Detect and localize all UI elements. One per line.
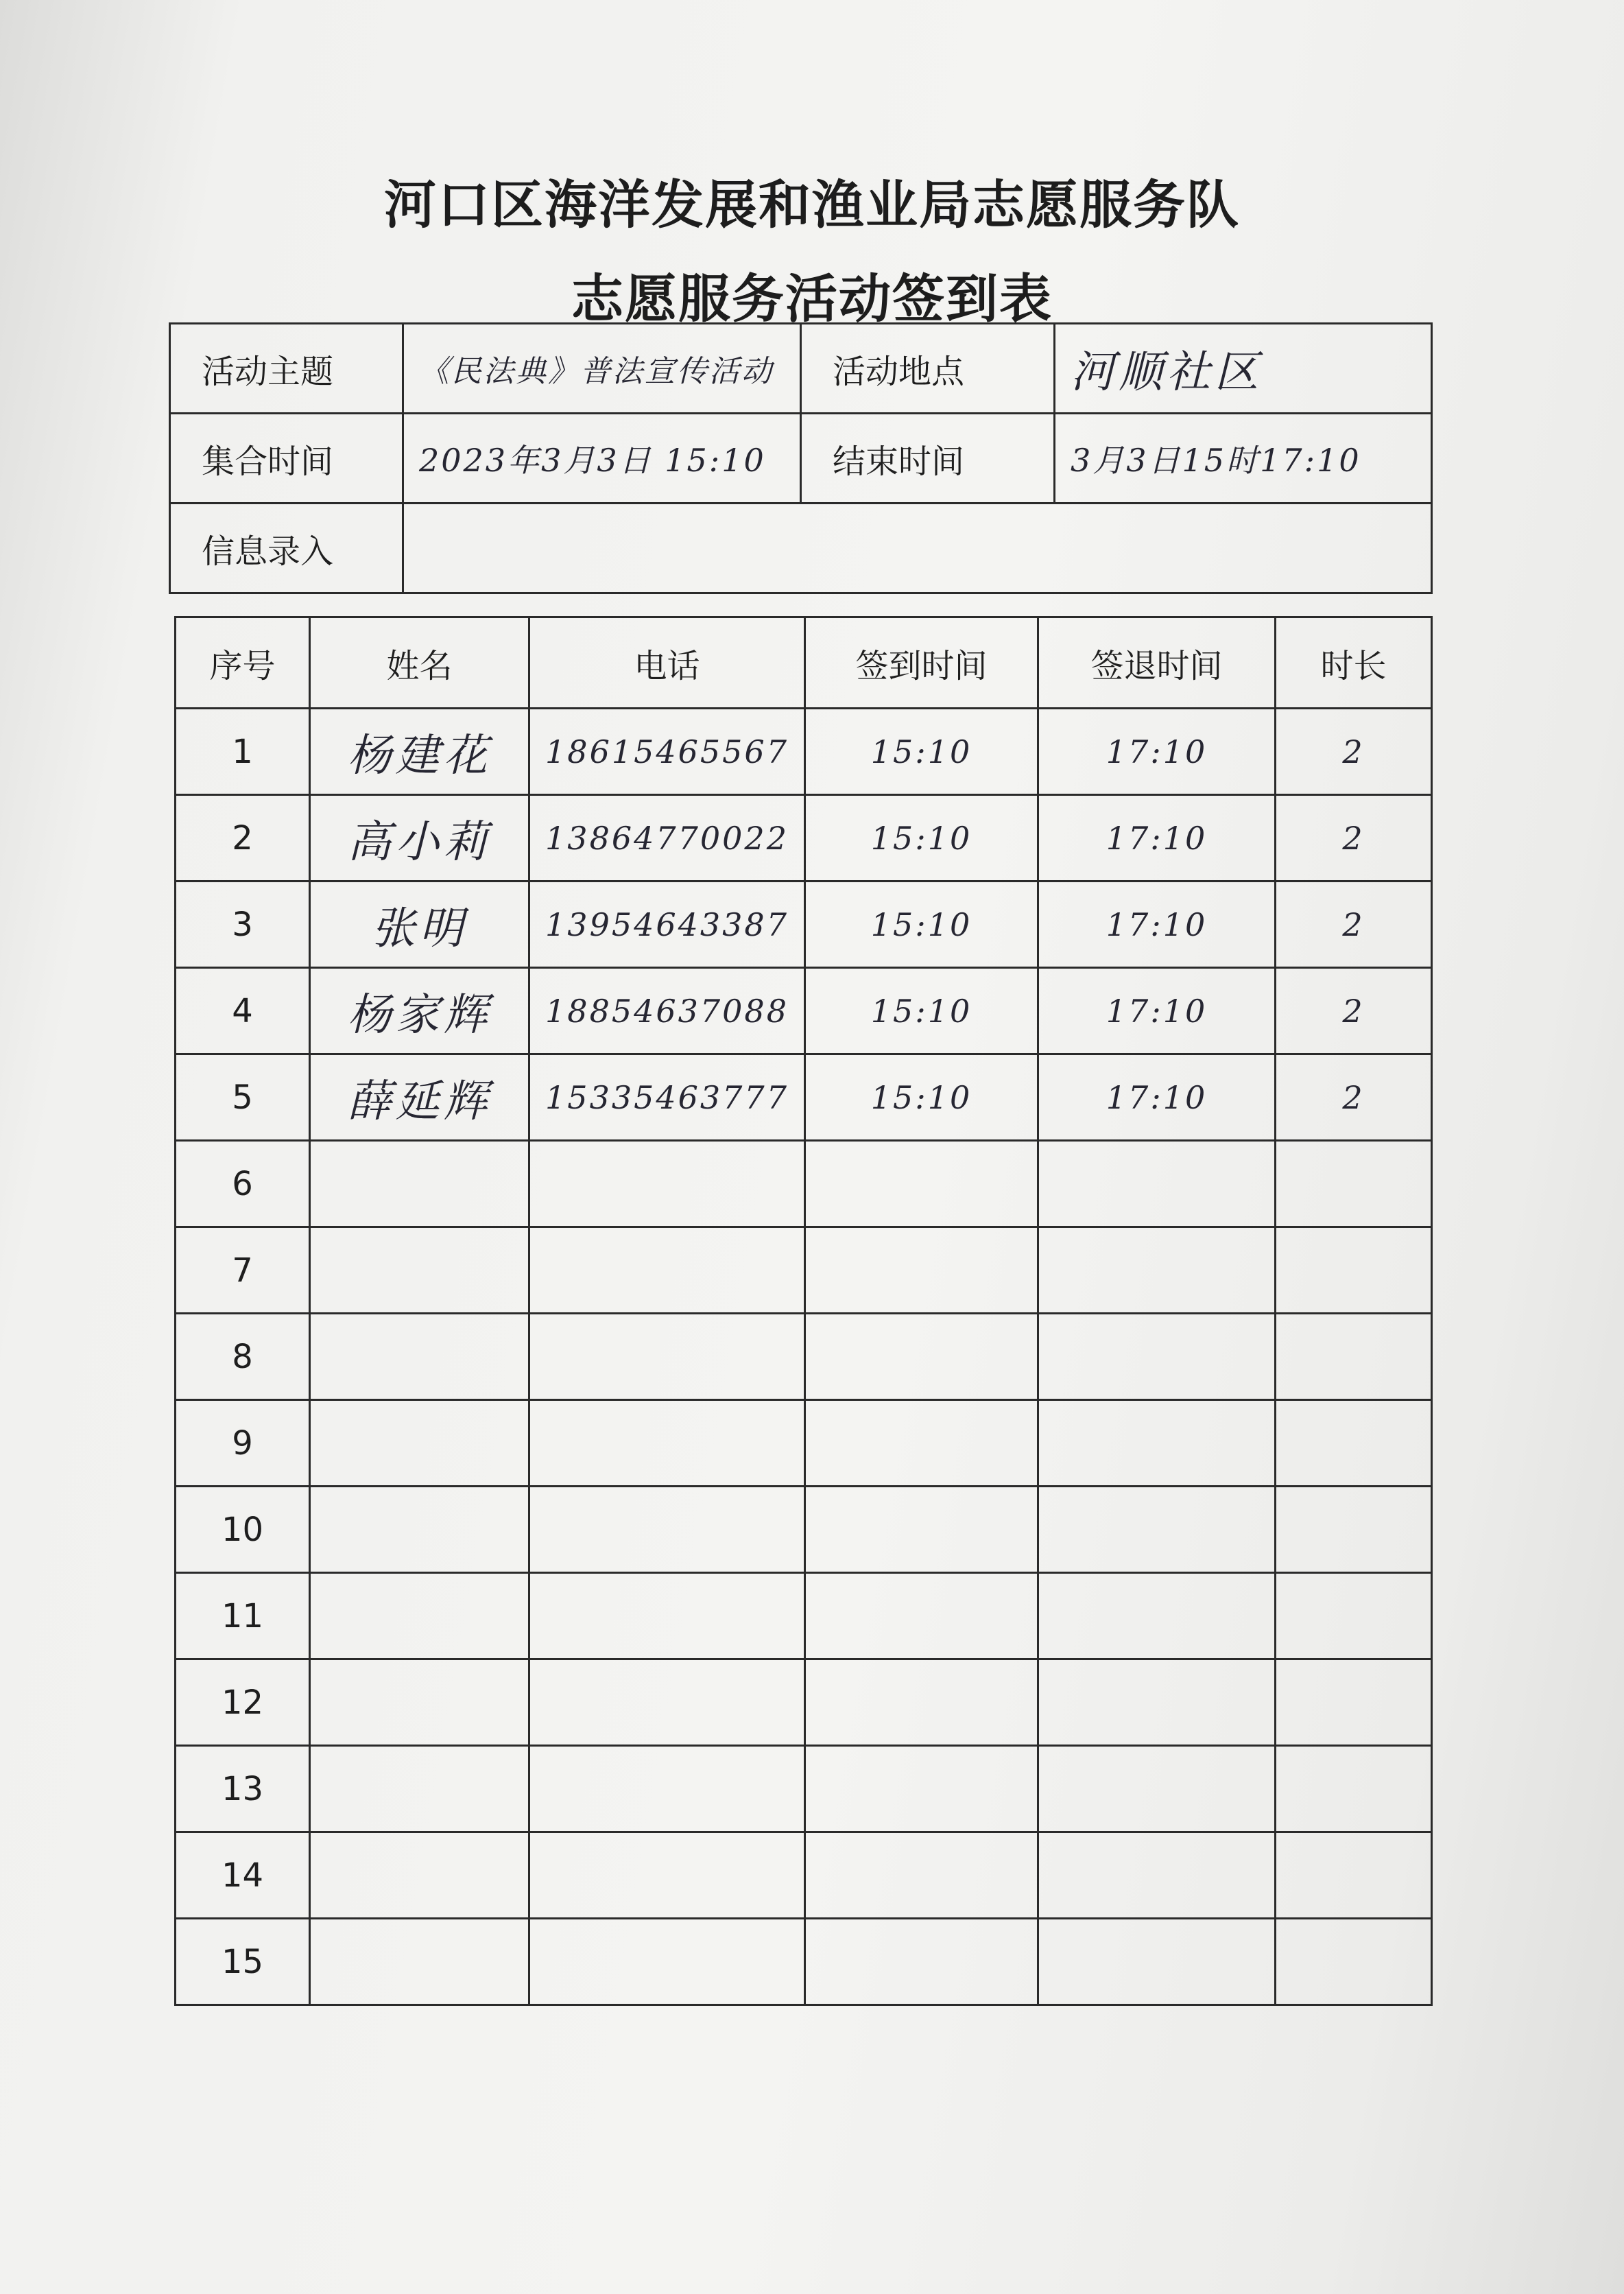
header-phone: 电话 [529,617,805,709]
row-signin-time[interactable] [805,1487,1038,1573]
theme-value[interactable]: 《民法典》普法宣传活动 [403,324,801,414]
row-duration[interactable]: 2 [1276,795,1432,882]
row-signin-time[interactable] [805,1400,1038,1487]
record-value[interactable] [403,504,1432,593]
header-duration: 时长 [1276,617,1432,709]
row-duration[interactable] [1276,1141,1432,1227]
row-phone[interactable]: 13954643387 [529,882,805,968]
row-signin-time[interactable]: 15:10 [805,968,1038,1054]
row-phone[interactable] [529,1141,805,1227]
signin-table [174,616,1433,2006]
row-phone[interactable] [529,1746,805,1832]
row-seq: 9 [176,1400,310,1487]
record-label: 信息录入 [170,504,403,593]
row-name[interactable] [310,1573,529,1659]
row-duration[interactable] [1276,1746,1432,1832]
row-signout-time[interactable]: 17:10 [1038,882,1276,968]
table-row [176,882,1432,968]
row-name[interactable] [310,1314,529,1400]
row-signout-time[interactable] [1038,1573,1276,1659]
start-time-value[interactable]: 2023年3月3日 15:10 [403,414,801,504]
row-name[interactable] [310,1659,529,1746]
table-row [176,1487,1432,1573]
activity-info-table [169,322,1433,594]
form-title: 河口区海洋发展和渔业局志愿服务队 [384,174,1240,235]
row-signout-time[interactable]: 17:10 [1038,1054,1276,1141]
row-signin-time[interactable] [805,1746,1038,1832]
table-row [176,1314,1432,1400]
row-signout-time[interactable] [1038,1487,1276,1573]
row-duration[interactable]: 2 [1276,709,1432,795]
row-signin-time[interactable]: 15:10 [805,1054,1038,1141]
form-subtitle: 志愿服务活动签到表 [571,268,1053,329]
row-signin-time[interactable]: 15:10 [805,795,1038,882]
end-time-value[interactable]: 3月3日15时17:10 [1055,414,1432,504]
row-signout-time[interactable] [1038,1919,1276,2005]
row-signout-time[interactable] [1038,1659,1276,1746]
table-row [176,1659,1432,1746]
row-seq: 12 [176,1659,310,1746]
row-seq: 2 [176,795,310,882]
row-duration[interactable] [1276,1227,1432,1314]
row-phone[interactable] [529,1227,805,1314]
header-name: 姓名 [310,617,529,709]
row-duration[interactable]: 2 [1276,968,1432,1054]
table-row [176,1400,1432,1487]
row-name[interactable]: 张明 [310,882,529,968]
row-duration[interactable] [1276,1659,1432,1746]
row-duration[interactable] [1276,1487,1432,1573]
table-row [176,1227,1432,1314]
row-signin-time[interactable] [805,1919,1038,2005]
row-signout-time[interactable] [1038,1832,1276,1919]
table-row [176,1141,1432,1227]
row-seq: 8 [176,1314,310,1400]
row-phone[interactable] [529,1573,805,1659]
row-name[interactable] [310,1487,529,1573]
row-seq: 7 [176,1227,310,1314]
table-row [176,968,1432,1054]
header-row [176,617,1432,709]
row-signout-time[interactable] [1038,1141,1276,1227]
row-name[interactable] [310,1746,529,1832]
info-row-record [170,504,1432,593]
row-signout-time[interactable] [1038,1400,1276,1487]
row-phone[interactable] [529,1314,805,1400]
row-duration[interactable] [1276,1832,1432,1919]
end-time-label: 结束时间 [801,414,1055,504]
row-signin-time[interactable]: 15:10 [805,882,1038,968]
row-duration[interactable] [1276,1573,1432,1659]
row-name[interactable]: 杨建花 [310,709,529,795]
row-signout-time[interactable] [1038,1746,1276,1832]
row-seq: 5 [176,1054,310,1141]
row-phone[interactable]: 15335463777 [529,1054,805,1141]
header-signout-time: 签退时间 [1038,617,1276,709]
row-signin-time[interactable] [805,1573,1038,1659]
row-seq: 14 [176,1832,310,1919]
row-name[interactable]: 杨家辉 [310,968,529,1054]
row-name[interactable]: 薛延辉 [310,1054,529,1141]
row-name[interactable] [310,1832,529,1919]
header-signin-time: 签到时间 [805,617,1038,709]
row-seq: 3 [176,882,310,968]
row-phone[interactable]: 18854637088 [529,968,805,1054]
row-name[interactable] [310,1141,529,1227]
table-row [176,709,1432,795]
row-seq: 1 [176,709,310,795]
row-signin-time[interactable] [805,1141,1038,1227]
row-signin-time[interactable]: 15:10 [805,709,1038,795]
header-seq: 序号 [176,617,310,709]
row-signin-time[interactable] [805,1659,1038,1746]
row-duration[interactable] [1276,1400,1432,1487]
row-duration[interactable] [1276,1314,1432,1400]
table-row [176,1573,1432,1659]
row-phone[interactable] [529,1832,805,1919]
row-seq: 15 [176,1919,310,2005]
info-row-time [170,414,1432,504]
table-row [176,1832,1432,1919]
theme-label: 活动主题 [170,324,403,414]
start-time-label: 集合时间 [170,414,403,504]
table-row [176,1919,1432,2005]
row-name[interactable] [310,1400,529,1487]
table-row [176,1054,1432,1141]
row-phone[interactable] [529,1919,805,2005]
row-seq: 13 [176,1746,310,1832]
row-duration[interactable]: 2 [1276,882,1432,968]
row-signout-time[interactable]: 17:10 [1038,968,1276,1054]
row-name[interactable] [310,1227,529,1314]
row-name[interactable] [310,1919,529,2005]
row-phone[interactable] [529,1487,805,1573]
row-phone[interactable]: 13864770022 [529,795,805,882]
row-signout-time[interactable]: 17:10 [1038,795,1276,882]
row-seq: 6 [176,1141,310,1227]
row-seq: 11 [176,1573,310,1659]
row-seq: 10 [176,1487,310,1573]
row-signout-time[interactable] [1038,1227,1276,1314]
location-label: 活动地点 [801,324,1055,414]
row-signout-time[interactable]: 17:10 [1038,709,1276,795]
row-signin-time[interactable] [805,1314,1038,1400]
row-phone[interactable] [529,1400,805,1487]
row-duration[interactable]: 2 [1276,1054,1432,1141]
row-phone[interactable]: 18615465567 [529,709,805,795]
table-row [176,1746,1432,1832]
info-row-theme [170,324,1432,414]
row-phone[interactable] [529,1659,805,1746]
table-row [176,795,1432,882]
row-signout-time[interactable] [1038,1314,1276,1400]
row-seq: 4 [176,968,310,1054]
row-signin-time[interactable] [805,1832,1038,1919]
row-name[interactable]: 高小莉 [310,795,529,882]
row-signin-time[interactable] [805,1227,1038,1314]
row-duration[interactable] [1276,1919,1432,2005]
location-value[interactable]: 河顺社区 [1055,324,1432,414]
